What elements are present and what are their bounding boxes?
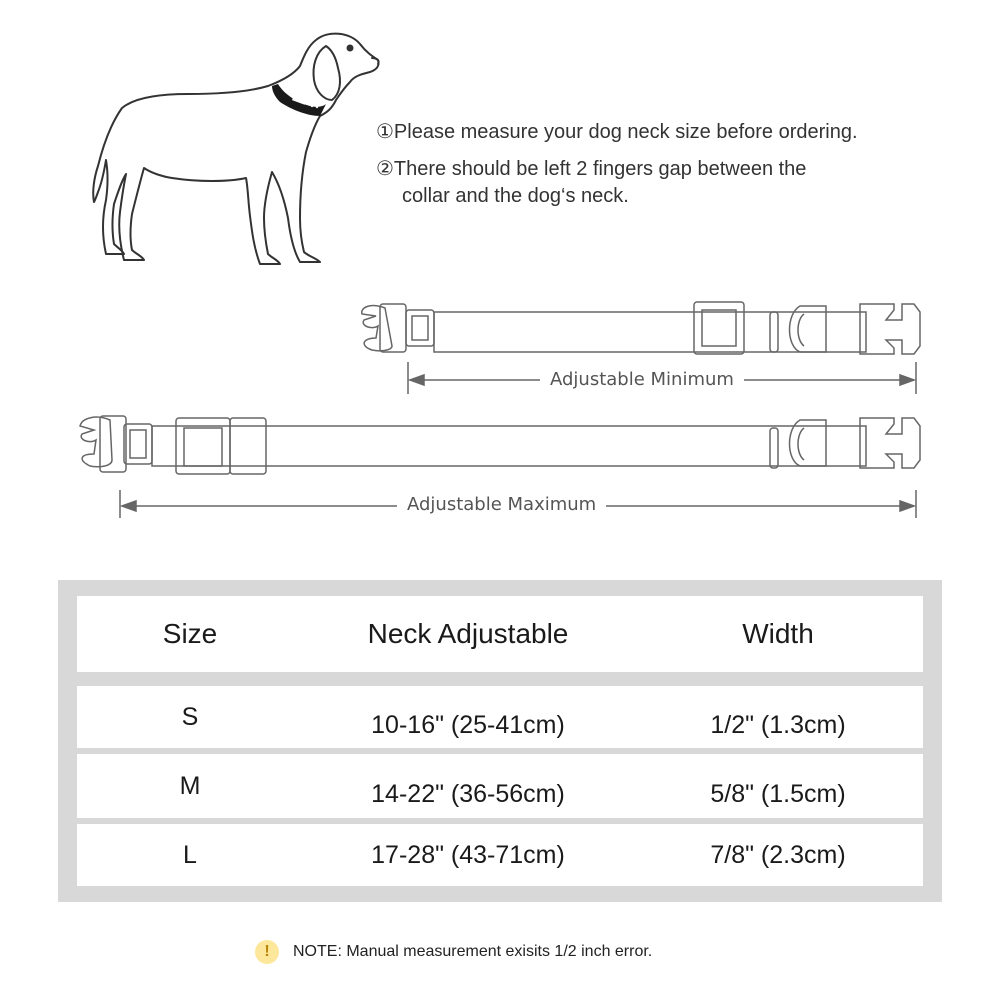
header-size: Size	[162, 618, 218, 649]
cell-width: 7/8" (2.3cm)	[710, 840, 846, 869]
header-width: Width	[742, 618, 814, 649]
header-neck-adjustable: Neck Adjustable	[367, 618, 569, 649]
collar-maximum	[80, 416, 920, 474]
size-table	[58, 580, 942, 902]
note	[255, 940, 652, 964]
instruction-1: ①Please measure your dog neck size before ordering.	[376, 121, 858, 143]
cell-neck: 14-22" (36-56cm)	[371, 779, 565, 808]
cell-neck: 17-28" (43-71cm)	[371, 840, 565, 869]
adjustable-minimum-label: Adjustable Minimum	[540, 369, 744, 390]
instruction-2-continued: collar and the dog‘s neck.	[402, 185, 629, 207]
table-row	[77, 824, 923, 886]
exclamation-icon: !	[255, 940, 279, 964]
cell-width: 1/2" (1.3cm)	[710, 710, 846, 739]
collar-minimum	[362, 302, 920, 354]
note-text: NOTE: Manual measurement exisits 1/2 inch error.	[293, 943, 653, 960]
cell-size: M	[179, 771, 201, 800]
adjustable-maximum-label: Adjustable Maximum	[397, 494, 606, 515]
cell-neck: 10-16" (25-41cm)	[371, 710, 565, 739]
table-row	[77, 686, 923, 748]
dog-illustration	[88, 22, 388, 272]
instruction-2: ②There should be left 2 fingers gap between the	[376, 158, 807, 180]
cell-size: S	[181, 702, 199, 731]
table-header-row	[77, 596, 923, 672]
table-row	[77, 754, 923, 818]
cell-size: L	[183, 840, 197, 869]
cell-width: 5/8" (1.5cm)	[710, 779, 846, 808]
